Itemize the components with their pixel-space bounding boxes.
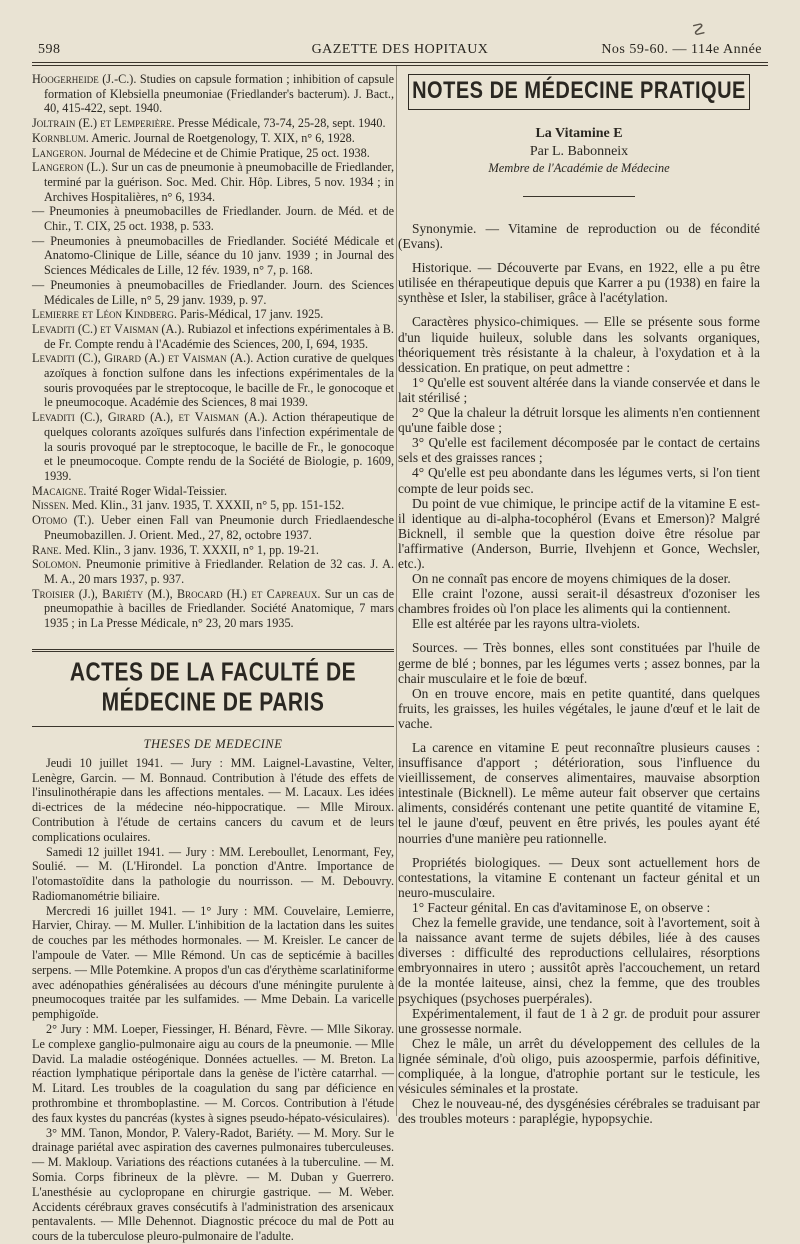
- reference-text: Med. Klin., 31 janv. 1935, T. XXXII, n° 5, pp. 151-152.: [68, 498, 345, 513]
- article-paragraph: Historique. — Découverte par Evans, en 1922, elle a pu être utilisée en thérapeutique depuis que Karrer a pu (1938) en faire la synthèse et Isler, la stabiliser, grâce à l'acétylation.: [398, 260, 760, 306]
- reference-text: Journal de Médecine et de Chimie Pratique, 25 oct. 1938.: [86, 145, 370, 160]
- page-header: [38, 42, 762, 64]
- reference-author: Nissen.: [32, 498, 69, 513]
- article-paragraph: On ne connaît pas encore de moyens chimiques de la doser.: [412, 571, 731, 587]
- article-paragraph: Sources. — Très bonnes, elles sont constituées par l'huile de germe de blé ; bonnes, par les légumes verts ; assez bonnes, par la chair musculaire et le foie de bœuf.: [398, 640, 760, 686]
- reference-author: Otomo (T.).: [32, 513, 95, 528]
- article-author: Par L. Babonneix: [529, 144, 629, 159]
- reference-author: Levaditi (C.), Girard (A.), et Vaisman (A.).: [32, 410, 268, 425]
- reference-entry: [32, 351, 394, 410]
- left-column: [32, 72, 394, 1244]
- reference-entry: [32, 587, 394, 631]
- reference-entry: [32, 513, 394, 542]
- reference-author: Kornblum.: [32, 130, 89, 145]
- section-box-title: NOTES DE MÉDECINE PRATIQUE: [412, 77, 746, 105]
- column-divider: [396, 66, 397, 1116]
- article-paragraph: Chez le mâle, un arrêt du développement des cellules de la lignée séminale, d'où oligo, puis azoospermie, parfois définitive, compliquée, à la longue, d'atrophie portant sur le testicule, les vésicules séminales et la prostate.: [398, 1035, 760, 1097]
- title-rule: [523, 196, 635, 197]
- reference-entry: [32, 307, 394, 322]
- article-paragraph: Caractères physico-chimiques. — Elle se présente sous forme d'un liquide huileux, soluble dans les solvants organiques, théoriquement très résistante à la chaleur, à l'oxydation et à la dessication. En pratique, on peut admettre :: [398, 314, 760, 375]
- theses-heading: THESES DE MEDECINE: [143, 736, 283, 751]
- article-paragraph: 4° Qu'elle est peu abondante dans les légumes verts, si l'on tient compte de leur poids sec.: [398, 465, 760, 496]
- reference-text: Traité Roger Widal-Teissier.: [86, 483, 227, 498]
- thesis-session: Mercredi 16 juillet 1941. — 1° Jury : MM. Couvelaire, Lemierre, Harvier, Chiray. — M. Muller. L'inhibition de la lactation dans les suites de couches par les méthodes hormonales. — M. Kreisler. Le cancer de l'ampoule de Vater. — Mlle Rémond. Un cas de septicémie à bacilles serpens. — Mlle Potemkine. A propos d'un cas d'érythème scarlatiniforme avec adénopathies généralisées au décours d'une méningite purulente à pneumocoques traitée par les sulfamides. — Mme Debain. La varicelle pemphigoïde.: [32, 903, 394, 1022]
- reference-entry: [32, 146, 394, 161]
- reference-text: Sur un cas de pneumopathie à bacilles de Friedlander. Société Anatomique, 7 mars 1935 ; in La Presse Médicale, n° 23, 20 mars 1935.: [44, 586, 394, 631]
- reference-author: Joltrain (E.) et Lemperière.: [32, 116, 175, 131]
- reference-entry: [32, 410, 394, 484]
- article-paragraph: 3° Qu'elle est facilement décomposée par le contact de certains sels et des graisses rances ;: [398, 435, 760, 466]
- article-paragraph: Chez la femelle gravide, une tendance, soit à l'avortement, soit à la naissance avant terme de sujets débiles, liée à des causes diverses : difficulté des reproductions cellulaires, résorptions embryonnaires in utero ; aussitôt après l'accouchement, un retard de la montée laiteuse, ainsi, chez la femme, que des troubles psychiques (psychoses puerpérales).: [398, 915, 760, 1006]
- theses-list: [32, 756, 394, 1244]
- page-number: 598: [38, 42, 61, 57]
- article-title: La Vitamine E: [535, 126, 623, 141]
- reference-author: Lemierre et Léon Kindberg.: [32, 307, 177, 322]
- reference-entry: [32, 116, 394, 131]
- ink-mark-icon: ☡: [691, 22, 706, 39]
- article-paragraph: Du point de vue chimique, le principe actif de la vitamine E est-il identique au di-alpha-tocophérol (Evans et Emerson)? Malgré Bicknell, il semble que la question doive être résolue par l'affirmative (Anderson, Burrie, Ilvehjenn et Gonce, Wechsler, etc.).: [398, 495, 760, 571]
- reference-entry: [32, 484, 394, 499]
- bibliography: [32, 72, 394, 631]
- reference-entry: [32, 234, 394, 278]
- reference-author: Langeron (L.).: [32, 160, 109, 175]
- reference-entry: [32, 72, 394, 116]
- reference-text: Americ. Journal de Roetgenology, T. XIX, n° 6, 1928.: [88, 130, 355, 145]
- article-paragraph: Synonymie. — Vitamine de reproduction ou de fécondité (Evans).: [398, 221, 760, 252]
- journal-title: GAZETTE DES HOPITAUX: [311, 42, 489, 57]
- section-banner: [32, 649, 394, 727]
- reference-author: Langeron.: [32, 145, 87, 160]
- reference-author: Levaditi (C.), Girard (A.) et Vaisman (A.).: [32, 351, 254, 366]
- section-box: [408, 74, 750, 110]
- reference-entry: [32, 131, 394, 146]
- article-paragraph: 1° Qu'elle est souvent altérée dans la viande conservée et dans le lait stérilisé ;: [398, 374, 760, 405]
- article-affiliation: Membre de l'Académie de Médecine: [488, 161, 670, 175]
- reference-text: Paris-Médical, 17 janv. 1925.: [176, 307, 324, 322]
- article-paragraph: On en trouve encore, mais en petite quantité, dans quelques fruits, les graisses, les huiles végétales, le jaune d'œuf et le lait de vache.: [398, 685, 760, 731]
- reference-entry: [32, 543, 394, 558]
- thesis-session: Jeudi 10 juillet 1941. — Jury : MM. Laignel-Lavastine, Velter, Lenègre, Garcin. — M. Bonnaud. Contribution à l'étude des effets de l'insulinothérapie dans les affections mentales. — M. Lacaux. Les idées di-ectrices de la médecine néo-hippocratique. — Mlle Miroux. Contribution à l'étude de certains cancers du cavum et de leurs complications oculaires.: [32, 755, 394, 844]
- article-paragraph: 1° Facteur génital. En cas d'avitaminose E, on observe :: [412, 899, 711, 915]
- article-paragraph: La carence en vitamine E peut reconnaître plusieurs causes : insuffisance d'apport ; détérioration, sous l'influence du vieillissement, de conserves alimentaires, mauvaise absorption intestinale (Bicknell). Le même auteur fait observer que certains aliments, considérés contenant une petite quantité de vitamine E, tel le jaune d'œuf, peuvent en être privés, les poules ayant été nourries d'une manière peu rationnelle.: [398, 740, 760, 846]
- issue-info: Nos 59-60. — 114e Année: [601, 42, 762, 57]
- reference-entry: [32, 204, 394, 233]
- reference-text: Ueber einen Fall van Pneumonie durch Friedlaendesche Pneumobazillen. J. Orient. Med., 27, 82, octobre 1937.: [44, 513, 394, 542]
- reference-text: Rubiazol et infections expérimentales à B. de Fr. Compte rendu à l'Académie des Sciences, 200, I, 694, 1935.: [44, 321, 394, 351]
- thesis-session: Samedi 12 juillet 1941. — Jury : MM. Lereboullet, Lenormant, Fey, Soulié. — M. (L'Hirondel. La ponction d'Antre. Importance de l'otomastoïdite dans la pathologie du nourrisson. — M. Debouvry. Radiomanométrie biliaire.: [32, 844, 394, 903]
- article-body: [398, 221, 760, 1126]
- reference-author: Solomon.: [32, 557, 82, 572]
- article-paragraph: Chez le nouveau-né, des dysgénésies cérébrales se traduisant par des troubles moteurs : paraplégie, hypopsychie.: [398, 1096, 760, 1127]
- reference-author: Rane.: [32, 542, 62, 557]
- reference-author: Troisier (J.), Bariéty (M.), Brocard (H.) et Capreaux.: [32, 586, 321, 601]
- reference-author: Levaditi (C.) et Vaisman (A.).: [32, 321, 185, 336]
- article-paragraph: Expérimentalement, il faut de 1 à 2 gr. de produit pour assurer une grossesse normale.: [398, 1005, 760, 1036]
- reference-text: — Pneumonies à pneumobacilles de Friedlander. Journ. des Sciences Médicales de Lille, n° 5, 29 janv. 1939, p. 97.: [32, 277, 394, 307]
- reference-text: Presse Médicale, 73-74, 25-28, sept. 1940.: [174, 116, 386, 131]
- header-rule-secondary: [32, 65, 768, 66]
- reference-text: Sur un cas de pneumonie à pneumobacille de Friedlander, terminé par la guérison. Soc. Med. Chir. Hôp. Libres, 5 nov. 1934 ; in Archives Hospitalières, n° 6, 1934.: [44, 160, 394, 204]
- reference-author: Hoogerheide (J.-C.).: [32, 72, 137, 86]
- reference-text: Med. Klin., 3 janv. 1936, T. XXXII, n° 1, pp. 19-21.: [61, 542, 319, 557]
- right-column: [398, 72, 760, 1126]
- article-paragraph: Elle est altérée par les rayons ultra-violets.: [412, 616, 640, 632]
- reference-text: Studies on capsule formation ; inhibition of capsule formation of Klebsiella pneumoniae (Friedlander's bacterum). J. Bact., 40, 415-422, sept. 1940.: [44, 72, 395, 116]
- reference-text: — Pneumonies à pneumobacilles de Friedlander. Journ. de Méd. et de Chir., T. CIX, 25 oct. 1938, p. 533.: [32, 204, 394, 234]
- article-paragraph: Propriétés biologiques. — Deux sont actuellement hors de contestations, la vitamine E contenant un facteur génital et un neuro-musculaire.: [398, 854, 760, 900]
- reference-text: Pneumonie primitive à Friedlander. Relation de 32 cas. J. A. M. A., 20 mars 1937, p. 937.: [44, 557, 394, 586]
- article-paragraph: 2° Que la chaleur la détruit lorsque les aliments n'en contiennent qu'une faible dose ;: [398, 405, 760, 436]
- reference-text: Action curative de quelques azoïques à fonction sulfone dans les infections expérimentales de la souris provoquées par le streptocoque, le bacille de Fr., le gonocoque et le pneumocoque. Académie des Sciences, 8 mai 1939.: [44, 351, 394, 410]
- reference-entry: [32, 498, 394, 513]
- reference-author: Macaigne.: [32, 483, 87, 498]
- section-banner-title: ACTES DE LA FACULTÉ DE MÉDECINE DE PARIS: [69, 657, 357, 717]
- header-rule: [32, 62, 768, 63]
- reference-text: — Pneumonies à pneumobacilles de Friedlander. Société Médicale et Anatomo-Clinique de Lille, séance du 10 janv. 1939 ; in Journal des Sciences Médicales de Lille, 12 fév. 1939, n° 7, p. 168.: [32, 233, 394, 278]
- reference-entry: [32, 160, 394, 204]
- reference-entry: [32, 322, 394, 351]
- thesis-session: 3° MM. Tanon, Mondor, P. Valery-Radot, Bariéty. — M. Mory. Sur le drainage pariétal avec aspiration des cavernes pulmonaires tuberculeuses. — M. Makloup. Variations des réactions cutanées à la tuberculine. — M. Somia. Corps fibrineux de la plèvre. — M. Duban y Guerrero. L'anesthésie au cyclopropane en chirurgie gastrique. — M. Weber. Accidents cérébraux graves consécutifs à l'administration des arsenicaux pentavalents. — Mlle Dehennot. Diagnostic précoce du mal de Pott au cours de la tuberculose pleuro-pulmonaire de l'adulte.: [32, 1125, 394, 1244]
- article-paragraph: Elle craint l'ozone, aussi serait-il désastreux d'ozoniser les chambres froides où l'on place les aliments qui la contiennent.: [398, 586, 760, 617]
- thesis-session: 2° Jury : MM. Loeper, Fiessinger, H. Bénard, Fèvre. — Mlle Sikoray. Le complexe ganglio-pulmonaire aigu au cours de la pneumonie. — Mlle David. La maladie ostéogénique. Données actuelles. — M. Breton. La réaction lymphatique périportale dans la genèse de l'ictère catarrhal. — M. Litard. Les troubles de la coagulation du sang par déficience en prothrombine et thromboplastine. — M. Corcos. Contribution à l'étude des faux kystes du pancréas (kystes à signes pseudo-hépato-vésiculaires).: [32, 1022, 394, 1125]
- reference-text: Action thérapeutique de quelques colorants azoïques sulfurés dans l'infection expérimentale de la souris provoqué par le streptocoque, le bacille de Fr., le gonocoque et le pneumocoque. Compte rendu de la Société de Biologie, p. 1609, 1939.: [44, 410, 394, 483]
- reference-entry: [32, 278, 394, 307]
- reference-entry: [32, 557, 394, 586]
